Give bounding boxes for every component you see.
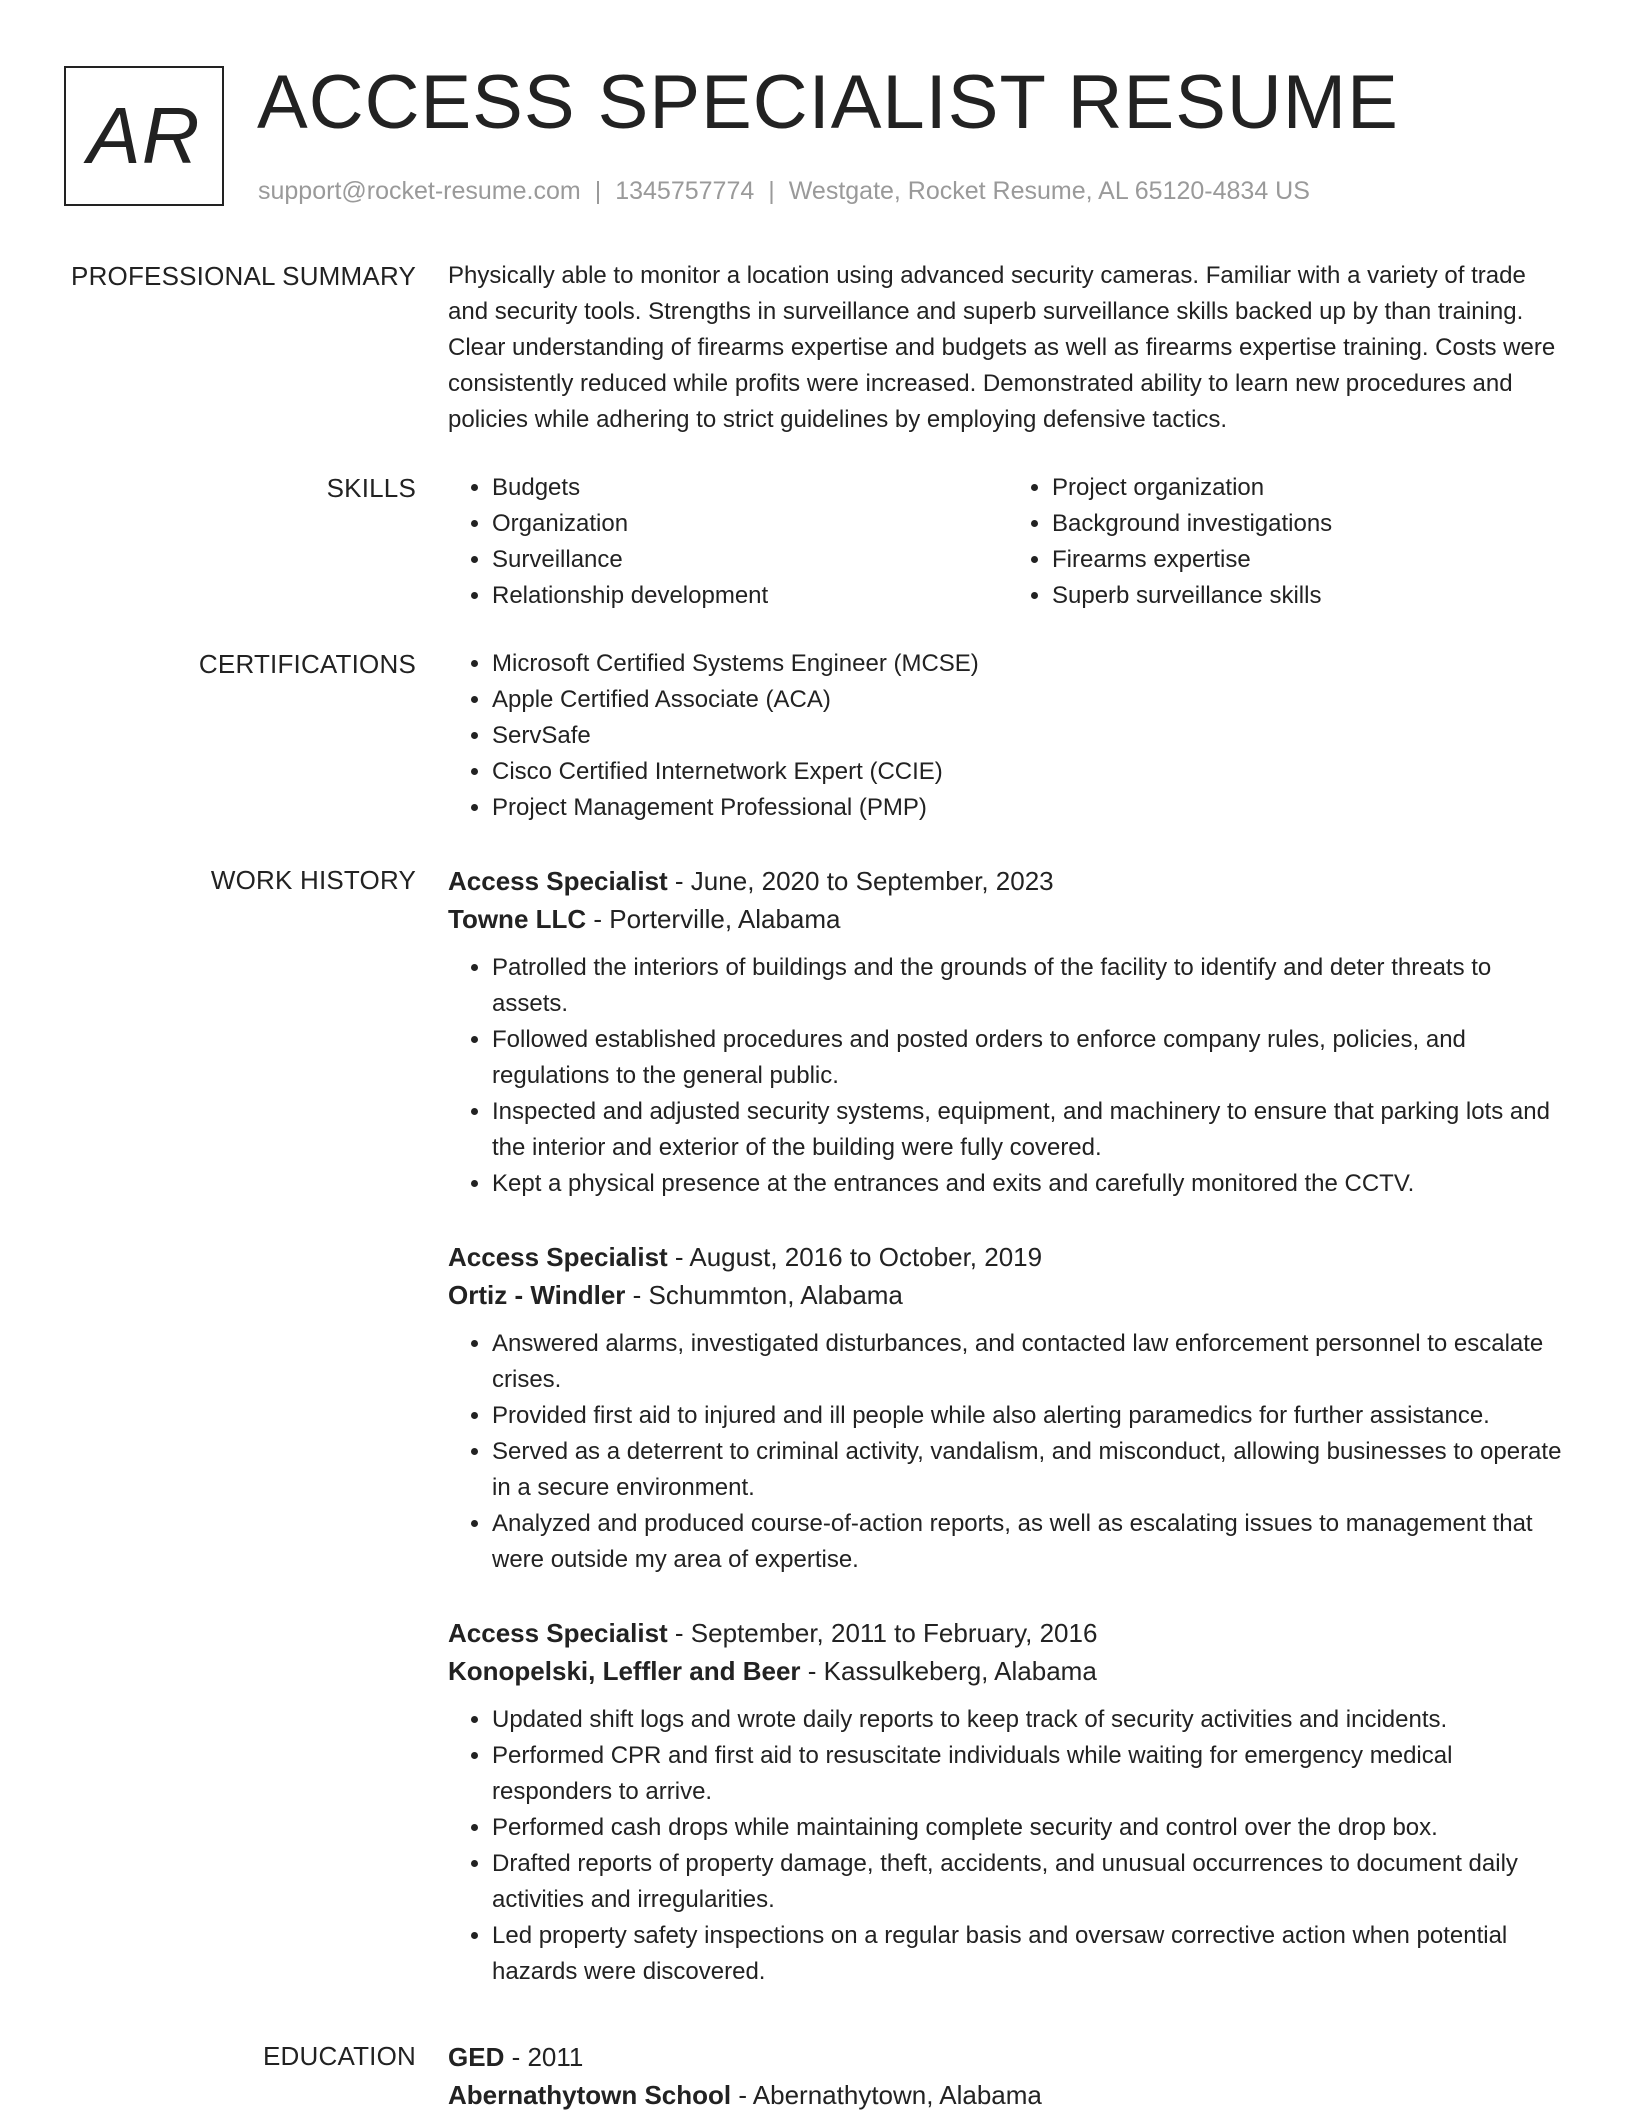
- section-label-work: WORK HISTORY: [210, 865, 416, 895]
- job-title-line: [448, 1614, 1568, 1652]
- job-dates: - September, 2011 to February, 2016: [667, 1618, 1098, 1648]
- education-school: Abernathytown School: [448, 2080, 732, 2110]
- certification-item: • Apple Certified Associate (ACA): [492, 682, 1568, 718]
- job-entry: [448, 862, 1568, 1202]
- certifications-list: [448, 646, 1568, 826]
- education-degree-line: [448, 2038, 1568, 2076]
- certification-item: • Microsoft Certified Systems Engineer (MCSE): [492, 646, 1568, 682]
- job-title: Access Specialist: [448, 1242, 668, 1272]
- skill-item: • Project organization: [1052, 470, 1568, 506]
- certifications-body: [448, 646, 1568, 826]
- job-bullet: • Performed CPR and first aid to resuscitate individuals while waiting for emergency medical responders to arrive.: [492, 1738, 1568, 1810]
- job-company: Ortiz - Windler: [448, 1280, 626, 1310]
- job-bullet: • Performed cash drops while maintaining complete security and control over the drop box.: [492, 1810, 1568, 1846]
- skills-list-left: [448, 470, 1008, 614]
- job-entry: [448, 1614, 1568, 1990]
- job-bullet: • Patrolled the interiors of buildings and the grounds of the facility to identify and deter threats to assets.: [492, 950, 1568, 1022]
- contact-line: [258, 176, 1310, 206]
- job-company-line: [448, 1652, 1568, 1690]
- section-label-skills: SKILLS: [326, 473, 416, 503]
- job-company: Towne LLC: [448, 904, 587, 934]
- section-label-summary: PROFESSIONAL SUMMARY: [71, 261, 416, 291]
- job-location: - Porterville, Alabama: [586, 904, 841, 934]
- job-dates: - June, 2020 to September, 2023: [667, 866, 1054, 896]
- certification-item: • Project Management Professional (PMP): [492, 790, 1568, 826]
- job-bullet: • Inspected and adjusted security systems, equipment, and machinery to ensure that parking lots and the interior and exterior of the building were fully covered.: [492, 1094, 1568, 1166]
- job-bullet: • Analyzed and produced course-of-action reports, as well as escalating issues to management that were outside my area of expertise.: [492, 1506, 1568, 1578]
- job-bullet: • Followed established procedures and posted orders to enforce company rules, policies, and regulations to the general public.: [492, 1022, 1568, 1094]
- skill-item: • Surveillance: [492, 542, 1008, 578]
- skill-item: • Background investigations: [1052, 506, 1568, 542]
- job-bullet: • Provided first aid to injured and ill people while also alerting paramedics for further assistance.: [492, 1398, 1568, 1434]
- job-title-line: [448, 1238, 1568, 1276]
- job-company-line: [448, 900, 1568, 938]
- job-entry: [448, 1238, 1568, 1578]
- certification-item: • Cisco Certified Internetwork Expert (CCIE): [492, 754, 1568, 790]
- job-location: - Schummton, Alabama: [625, 1280, 903, 1310]
- job-dates: - August, 2016 to October, 2019: [667, 1242, 1043, 1272]
- education-school-line: [448, 2076, 1568, 2114]
- contact-email: support@rocket-resume.com: [258, 177, 581, 205]
- education-degree: GED: [448, 2042, 505, 2072]
- job-bullet: • Answered alarms, investigated disturbances, and contacted law enforcement personnel to escalate crises.: [492, 1326, 1568, 1398]
- initials-monogram: AR: [64, 66, 224, 206]
- job-title: Access Specialist: [448, 866, 668, 896]
- job-company: Konopelski, Leffler and Beer: [448, 1656, 801, 1686]
- summary-body: [448, 258, 1568, 438]
- job-bullet: • Kept a physical presence at the entrances and exits and carefully monitored the CCTV.: [492, 1166, 1568, 1202]
- certification-item: • ServSafe: [492, 718, 1568, 754]
- job-location: - Kassulkeberg, Alabama: [800, 1656, 1097, 1686]
- work-body: [448, 862, 1568, 2026]
- skill-item: • Budgets: [492, 470, 1008, 506]
- summary-text: Physically able to monitor a location using advanced security cameras. Familiar with a variety of trade and security tools. Strengths in surveillance and superb surveillance skills backed up by than training. Clear understanding of firearms expertise and budgets as well as firearms expertise training. Costs were consistently reduced while profits were increased. Demonstrated ability to learn new procedures and policies while adhering to strict guidelines by employing defensive tactics.: [448, 262, 1556, 433]
- job-bullet: • Served as a deterrent to criminal activity, vandalism, and misconduct, allowing businesses to operate in a secure environment.: [492, 1434, 1568, 1506]
- resume-title: ACCESS SPECIALIST RESUME: [257, 60, 1399, 145]
- skill-item: • Firearms expertise: [1052, 542, 1568, 578]
- skill-item: • Superb surveillance skills: [1052, 578, 1568, 614]
- contact-separator: |: [594, 177, 602, 205]
- section-label-education: EDUCATION: [263, 2041, 416, 2071]
- job-bullets: [448, 950, 1568, 1202]
- education-body: [448, 2038, 1568, 2114]
- job-bullets: [448, 1326, 1568, 1578]
- contact-phone: 1345757774: [615, 177, 755, 205]
- job-company-line: [448, 1276, 1568, 1314]
- job-title: Access Specialist: [448, 1618, 668, 1648]
- job-bullet: • Led property safety inspections on a regular basis and oversaw corrective action when potential hazards were discovered.: [492, 1918, 1568, 1990]
- education-year: - 2011: [504, 2042, 584, 2072]
- job-bullet: • Drafted reports of property damage, theft, accidents, and unusual occurrences to document daily activities and irregularities.: [492, 1846, 1568, 1918]
- skill-item: • Organization: [492, 506, 1008, 542]
- job-bullet: • Updated shift logs and wrote daily reports to keep track of security activities and incidents.: [492, 1702, 1568, 1738]
- skills-list-right: [1008, 470, 1568, 614]
- contact-separator: |: [768, 177, 775, 205]
- skills-grid: [448, 470, 1568, 614]
- contact-address: Westgate, Rocket Resume, AL 65120-4834 US: [788, 177, 1310, 205]
- skill-item: • Relationship development: [492, 578, 1008, 614]
- section-label-certifications: CERTIFICATIONS: [198, 649, 416, 679]
- job-bullets: [448, 1702, 1568, 1990]
- education-location: - Abernathytown, Alabama: [731, 2080, 1042, 2110]
- job-title-line: [448, 862, 1568, 900]
